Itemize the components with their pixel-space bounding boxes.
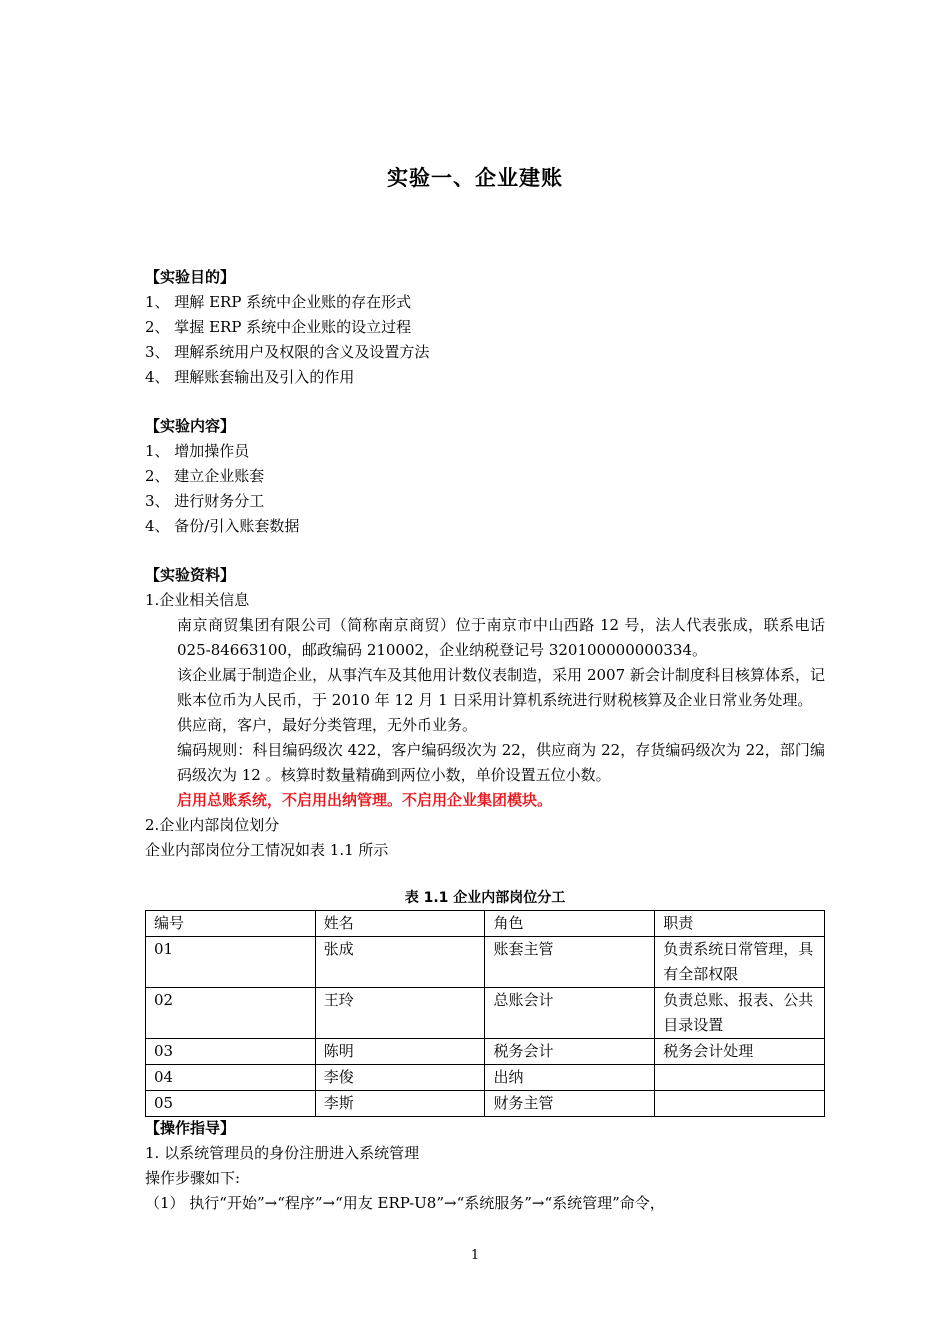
highlight-paragraph: 启用总账系统，不启用出纳管理。不启用企业集团模块。 (177, 791, 553, 809)
table-cell: 出纳 (485, 1065, 655, 1091)
page-title: 实验一、企业建账 (387, 166, 563, 190)
list-item: 4、 备份/引入账套数据 (145, 517, 300, 535)
table-cell: 税务会计处理 (655, 1039, 825, 1065)
list-item: 2、 掌握 ERP 系统中企业账的设立过程 (145, 318, 412, 336)
paragraph: 编码规则：科目编码级次 422，客户编码级次为 22，供应商为 22，存货编码级次为 22，部门编码级次为 12 。核算时数量精确到两位小数，单价设置五位小数。 (177, 741, 825, 784)
table-cell: 王玲 (315, 988, 485, 1039)
list-item: 1、 增加操作员 (145, 442, 250, 460)
table-cell: 04 (146, 1065, 316, 1091)
materials-heading: 【实验资料】 (145, 566, 236, 584)
table-cell: 01 (146, 937, 316, 988)
table-cell (655, 1091, 825, 1117)
paragraph: 企业内部岗位分工情况如表 1.1 所示 (145, 841, 389, 859)
list-item: 1、 理解 ERP 系统中企业账的存在形式 (145, 293, 412, 311)
guide-heading: 【操作指导】 (145, 1119, 236, 1137)
paragraph: 供应商，客户，最好分类管理，无外币业务。 (177, 716, 478, 734)
table-row (146, 937, 825, 988)
table-cell: 03 (146, 1039, 316, 1065)
subsection-title: 2.企业内部岗位划分 (145, 816, 280, 834)
table-cell: 负责系统日常管理，具有全部权限 (655, 937, 825, 988)
table-row (146, 1065, 825, 1091)
page-number: 1 (470, 1248, 480, 1263)
paragraph: 该企业属于制造企业，从事汽车及其他用计数仪表制造，采用 2007 新会计制度科目核算体系，记账本位币为人民币，于 2010 年 12 月 1 日采用计算机系统进行财税核算及企业日常业务处理。 (177, 666, 825, 709)
roles-table (145, 910, 825, 1117)
subsection-title: 1.企业相关信息 (145, 591, 250, 609)
table-header-row (146, 911, 825, 937)
step-item: （1） 执行“开始”→“程序”→“用友 ERP-U8”→“系统服务”→“系统管理”命令， (145, 1194, 665, 1212)
content-heading: 【实验内容】 (145, 417, 236, 435)
table-header-cell: 角色 (485, 911, 655, 937)
guide-section (145, 1116, 825, 1216)
materials-section (145, 563, 825, 863)
table-cell: 财务主管 (485, 1091, 655, 1117)
table-cell (655, 1065, 825, 1091)
steps-label: 操作步骤如下: (145, 1169, 241, 1187)
table-cell: 李斯 (315, 1091, 485, 1117)
table-row (146, 1091, 825, 1117)
table-cell: 税务会计 (485, 1039, 655, 1065)
table-cell: 陈明 (315, 1039, 485, 1065)
purpose-heading: 【实验目的】 (145, 268, 236, 286)
table-caption: 表 1.1 企业内部岗位分工 (404, 890, 566, 906)
list-item: 4、 理解账套输出及引入的作用 (145, 368, 355, 386)
table-cell: 总账会计 (485, 988, 655, 1039)
list-item: 3、 进行财务分工 (145, 492, 265, 510)
table-header-cell: 姓名 (315, 911, 485, 937)
content-section (145, 414, 825, 539)
table-cell: 负责总账、报表、公共目录设置 (655, 988, 825, 1039)
paragraph: 南京商贸集团有限公司（简称南京商贸）位于南京市中山西路 12 号，法人代表张成，联系电话 025-84663100，邮政编码 210002，企业纳税登记号 320100000000334。 (177, 616, 825, 659)
table-header-cell: 编号 (146, 911, 316, 937)
table-header-cell: 职责 (655, 911, 825, 937)
table-cell: 账套主管 (485, 937, 655, 988)
table-row (146, 988, 825, 1039)
table-row (146, 1039, 825, 1065)
list-item: 2、 建立企业账套 (145, 467, 265, 485)
list-item: 3、 理解系统用户及权限的含义及设置方法 (145, 343, 430, 361)
purpose-section (145, 265, 825, 390)
table-cell: 02 (146, 988, 316, 1039)
table-cell: 张成 (315, 937, 485, 988)
table-cell: 李俊 (315, 1065, 485, 1091)
guide-item: 1. 以系统管理员的身份注册进入系统管理 (145, 1144, 420, 1162)
table-cell: 05 (146, 1091, 316, 1117)
